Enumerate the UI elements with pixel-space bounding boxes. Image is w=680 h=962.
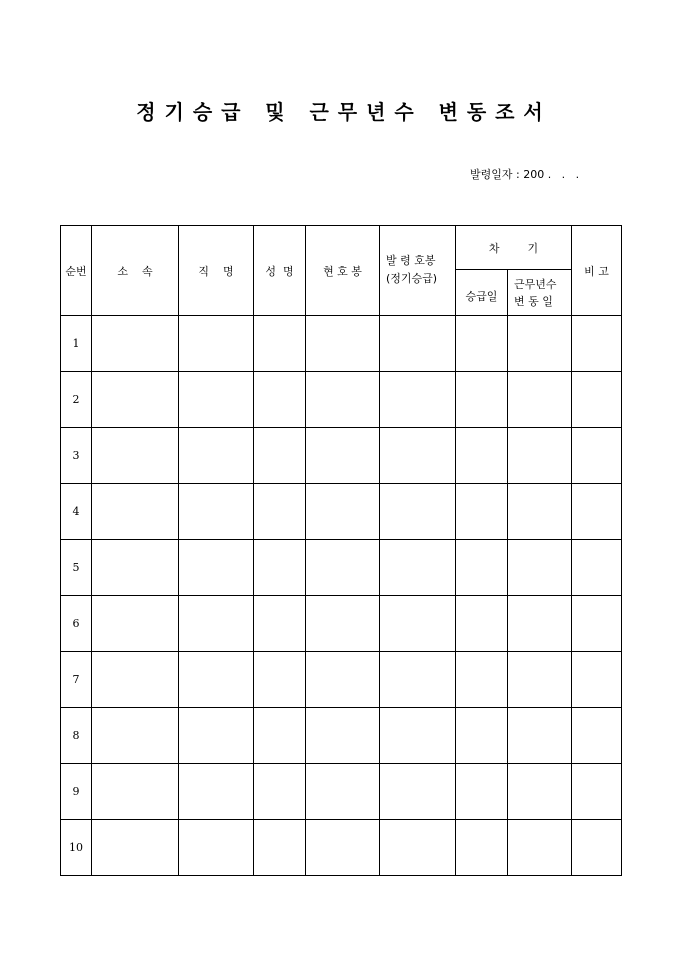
remarks-cell[interactable]	[572, 428, 622, 484]
appointed-grade-cell[interactable]	[380, 596, 456, 652]
remarks-cell[interactable]	[572, 596, 622, 652]
remarks-cell[interactable]	[572, 652, 622, 708]
name-cell[interactable]	[254, 652, 306, 708]
appointed-grade-cell[interactable]	[380, 540, 456, 596]
header-name: 성 명	[254, 226, 306, 316]
issue-date: 발령일자 : 200 . . .	[470, 168, 580, 181]
service-change-date-cell[interactable]	[508, 820, 572, 876]
appointed-grade-cell[interactable]	[380, 708, 456, 764]
promotion-date-cell[interactable]	[456, 708, 508, 764]
name-cell[interactable]	[254, 764, 306, 820]
service-change-date-cell[interactable]	[508, 428, 572, 484]
current-grade-cell[interactable]	[306, 652, 380, 708]
name-cell[interactable]	[254, 484, 306, 540]
current-grade-cell[interactable]	[306, 372, 380, 428]
name-cell[interactable]	[254, 316, 306, 372]
table-row	[61, 764, 622, 820]
current-grade-cell[interactable]	[306, 820, 380, 876]
position-cell[interactable]	[179, 764, 254, 820]
name-cell[interactable]	[254, 372, 306, 428]
position-cell[interactable]	[179, 708, 254, 764]
remarks-cell[interactable]	[572, 372, 622, 428]
seq-cell: 8	[61, 708, 92, 764]
position-cell[interactable]	[179, 316, 254, 372]
dept-cell[interactable]	[92, 652, 179, 708]
promotion-date-cell[interactable]	[456, 820, 508, 876]
name-cell[interactable]	[254, 540, 306, 596]
dept-cell[interactable]	[92, 428, 179, 484]
appointed-grade-cell[interactable]	[380, 764, 456, 820]
table-row	[61, 316, 622, 372]
promotion-date-cell[interactable]	[456, 540, 508, 596]
table-row	[61, 484, 622, 540]
table-body	[61, 316, 622, 876]
service-change-date-cell[interactable]	[508, 372, 572, 428]
header-seq: 순번	[61, 226, 92, 316]
promotion-date-cell[interactable]	[456, 652, 508, 708]
current-grade-cell[interactable]	[306, 708, 380, 764]
table-row	[61, 820, 622, 876]
seq-cell: 1	[61, 316, 92, 372]
dept-cell[interactable]	[92, 708, 179, 764]
position-cell[interactable]	[179, 428, 254, 484]
remarks-cell[interactable]	[572, 764, 622, 820]
position-cell[interactable]	[179, 596, 254, 652]
position-cell[interactable]	[179, 372, 254, 428]
remarks-cell[interactable]	[572, 540, 622, 596]
service-change-date-cell[interactable]	[508, 708, 572, 764]
current-grade-cell[interactable]	[306, 316, 380, 372]
promotion-table	[60, 225, 622, 876]
promotion-date-cell[interactable]	[456, 316, 508, 372]
appointed-grade-cell[interactable]	[380, 316, 456, 372]
promotion-date-cell[interactable]	[456, 764, 508, 820]
position-cell[interactable]	[179, 540, 254, 596]
name-cell[interactable]	[254, 820, 306, 876]
table-row	[61, 428, 622, 484]
header-service-change-date: 근무년수 변 동 일	[508, 270, 572, 316]
header-current-grade: 현 호 봉	[306, 226, 380, 316]
service-change-date-cell[interactable]	[508, 652, 572, 708]
header-promotion-date: 승급일	[456, 270, 508, 316]
name-cell[interactable]	[254, 596, 306, 652]
current-grade-cell[interactable]	[306, 484, 380, 540]
header-next-period: 차 기	[456, 226, 572, 270]
seq-cell: 5	[61, 540, 92, 596]
document-title: 정 기 승 급 및 근 무 년 수 변 동 조 서	[136, 100, 544, 124]
dept-cell[interactable]	[92, 596, 179, 652]
table-row	[61, 708, 622, 764]
table-row	[61, 540, 622, 596]
dept-cell[interactable]	[92, 764, 179, 820]
position-cell[interactable]	[179, 820, 254, 876]
current-grade-cell[interactable]	[306, 428, 380, 484]
table-row	[61, 652, 622, 708]
current-grade-cell[interactable]	[306, 764, 380, 820]
promotion-date-cell[interactable]	[456, 596, 508, 652]
name-cell[interactable]	[254, 428, 306, 484]
header-dept: 소 속	[92, 226, 179, 316]
dept-cell[interactable]	[92, 372, 179, 428]
seq-cell: 2	[61, 372, 92, 428]
header-position: 직 명	[179, 226, 254, 316]
current-grade-cell[interactable]	[306, 596, 380, 652]
service-change-date-cell[interactable]	[508, 596, 572, 652]
service-change-date-cell[interactable]	[508, 484, 572, 540]
header-remarks: 비 고	[572, 226, 622, 316]
service-change-date-cell[interactable]	[508, 764, 572, 820]
dept-cell[interactable]	[92, 540, 179, 596]
appointed-grade-cell[interactable]	[380, 372, 456, 428]
seq-cell: 3	[61, 428, 92, 484]
seq-cell: 7	[61, 652, 92, 708]
remarks-cell[interactable]	[572, 484, 622, 540]
table-row	[61, 372, 622, 428]
name-cell[interactable]	[254, 708, 306, 764]
appointed-grade-cell[interactable]	[380, 428, 456, 484]
dept-cell[interactable]	[92, 484, 179, 540]
service-change-date-cell[interactable]	[508, 540, 572, 596]
remarks-cell[interactable]	[572, 820, 622, 876]
promotion-date-cell[interactable]	[456, 372, 508, 428]
appointed-grade-cell[interactable]	[380, 484, 456, 540]
promotion-date-cell[interactable]	[456, 484, 508, 540]
seq-cell: 4	[61, 484, 92, 540]
position-cell[interactable]	[179, 484, 254, 540]
service-change-date-cell[interactable]	[508, 316, 572, 372]
table-row	[61, 596, 622, 652]
appointed-grade-cell[interactable]	[380, 652, 456, 708]
current-grade-cell[interactable]	[306, 540, 380, 596]
position-cell[interactable]	[179, 652, 254, 708]
remarks-cell[interactable]	[572, 316, 622, 372]
seq-cell: 9	[61, 764, 92, 820]
dept-cell[interactable]	[92, 316, 179, 372]
seq-cell: 6	[61, 596, 92, 652]
seq-cell: 10	[61, 820, 92, 876]
remarks-cell[interactable]	[572, 708, 622, 764]
header-appointed-grade: 발 령 호봉 (정기승급)	[380, 226, 456, 316]
appointed-grade-cell[interactable]	[380, 820, 456, 876]
dept-cell[interactable]	[92, 820, 179, 876]
promotion-date-cell[interactable]	[456, 428, 508, 484]
